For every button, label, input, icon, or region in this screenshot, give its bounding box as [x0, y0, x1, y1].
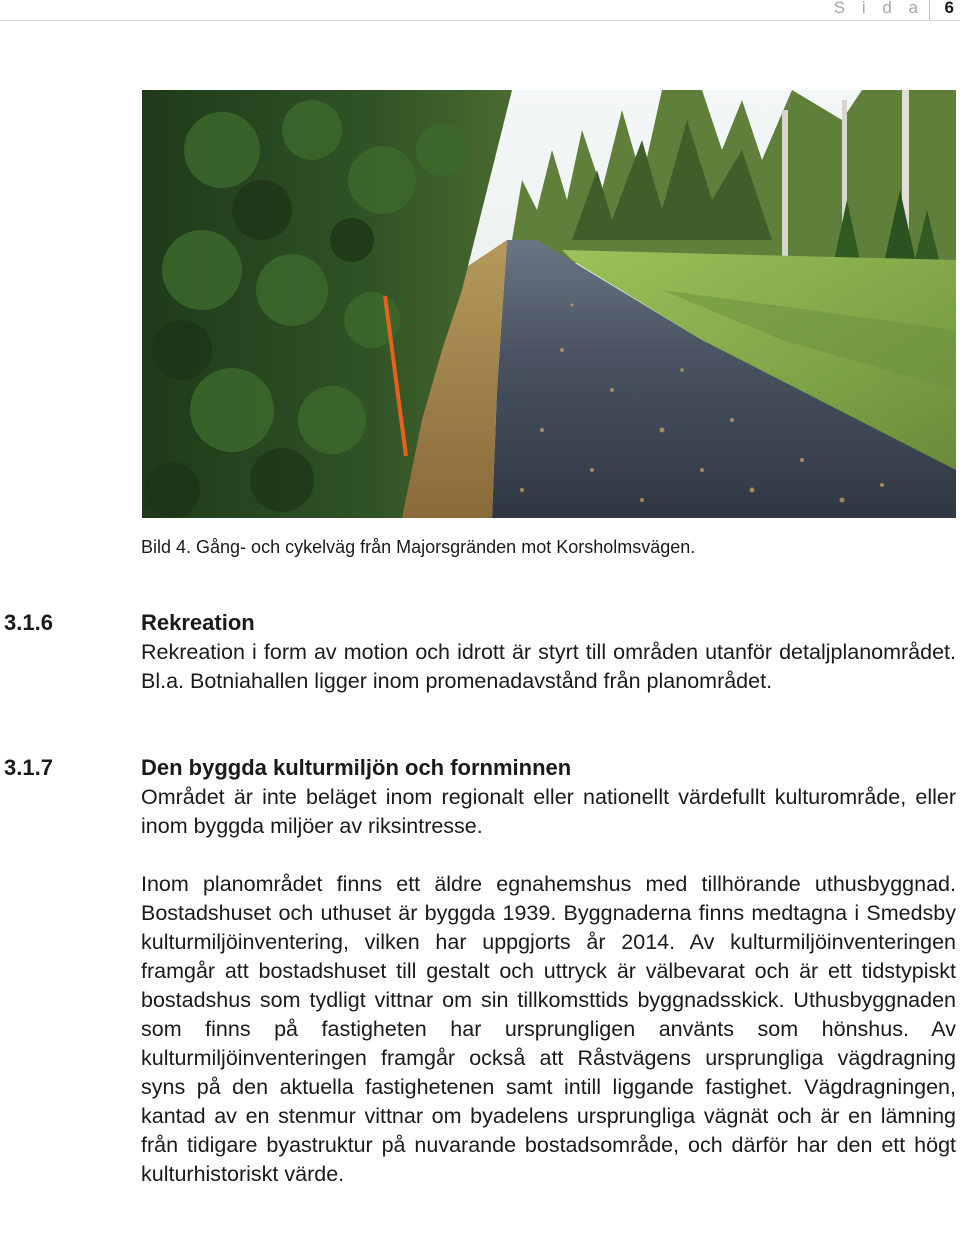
- header-separator: [929, 0, 930, 20]
- path-photo: [142, 90, 956, 518]
- section-paragraph: Rekreation i form av motion och idrott är styrt till områden utanför detaljplanområdet. Bl.a. Botniahallen ligger inom promenadavstånd från planområdet.: [141, 640, 956, 693]
- section-title: Den byggda kulturmiljön och fornminnen: [141, 755, 572, 780]
- page-header: [0, 0, 960, 24]
- section-paragraph: Området är inte beläget inom regionalt eller nationellt värdefullt kulturområde, eller inom byggda miljöer av riksintresse.: [141, 785, 956, 838]
- section-number: 3.1.6: [4, 610, 53, 635]
- path-photo-illustration: [142, 90, 956, 518]
- page-label: S i d a: [833, 0, 924, 17]
- photo-caption: Bild 4. Gång- och cykelväg från Majorsgränden mot Korsholmsvägen.: [141, 537, 696, 557]
- page-number: 6: [944, 0, 954, 17]
- section-number: 3.1.7: [4, 755, 53, 780]
- section-paragraph: Inom planområdet finns ett äldre egnahemshus med tillhörande uthusbyggnad. Bostadshuset och uthuset är byggda 1939. Byggnaderna finns medtagna i Smedsby kulturmiljöinventering, vilken har uppgjorts år 2014. Av kulturmiljöinventeringen framgår att bostadshuset till gestalt och uttryck är välbevarat och är ett tidstypiskt bostadshus som tydligt vittnar om sin tillkomsttids byggnadsskick. Uthusbyggnaden som finns på fastigheten har ursprungligen använts som hönshus. Av kulturmiljöinventeringen framgår också att Råstvägens ursprungliga vägdragning syns på den aktuella fastighetenen samt intill liggande fastighet. Vägdragningen, kantad av en stenmur vittnar om byadelens ursprungliga vägnät och är en lämning från tidigare byastruktur på nuvarande bostadsområde, och därför har den ett högt kulturhistoriskt värde.: [141, 872, 956, 1186]
- section-title: Rekreation: [141, 610, 255, 635]
- header-rule: [0, 20, 960, 21]
